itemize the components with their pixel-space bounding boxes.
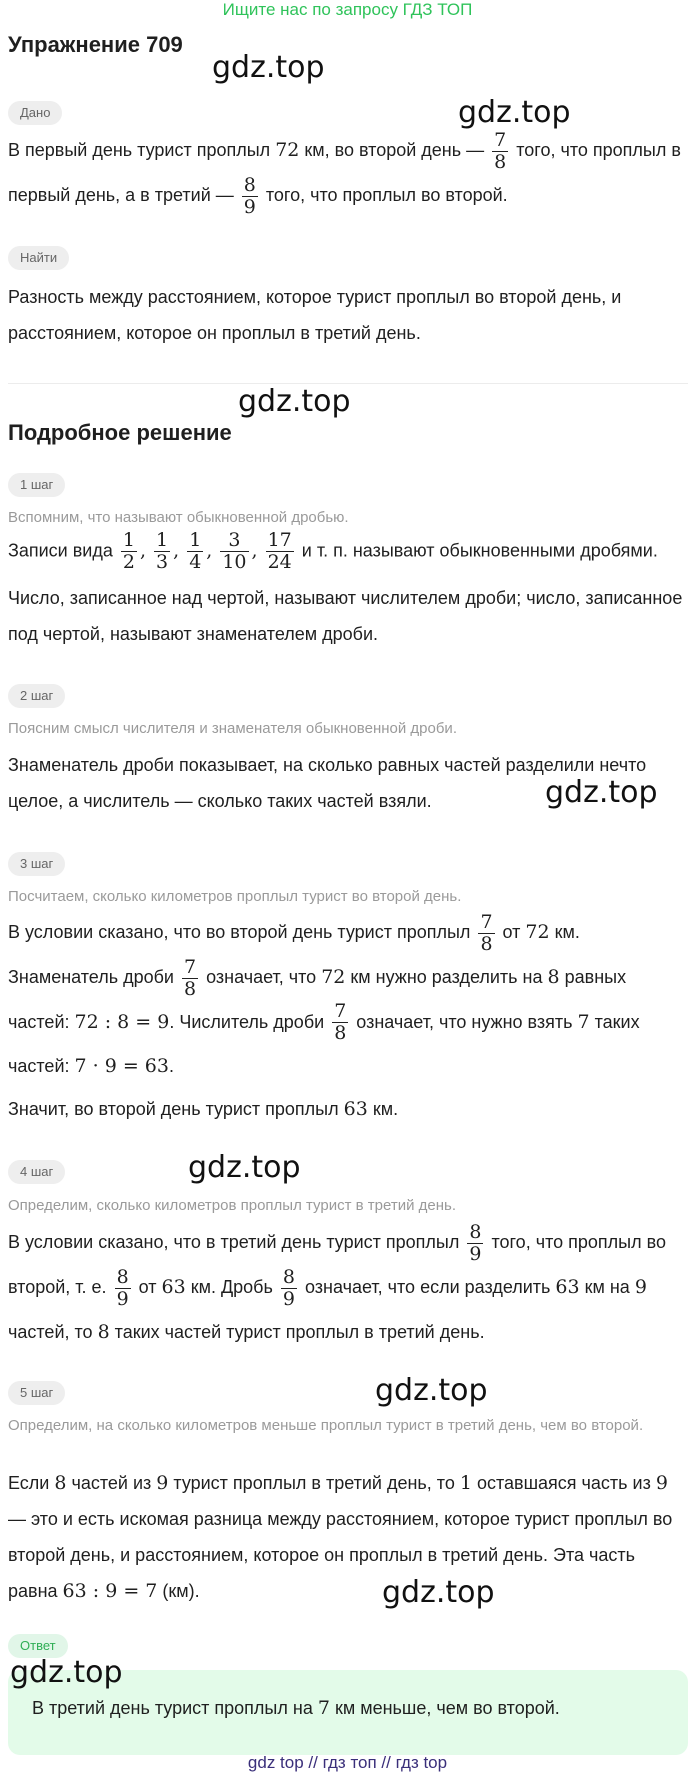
step-text: Если 8 частей из 9 турист проплыл в третий день, то 1 оставшаяся часть из 9 — это и есть искомая разница между расстоянием, которое турист проплыл во второй день, и расстоянием, которое он проплыл в третий день. Эта часть равна 63 : 9 = 7 (км). [8, 1472, 673, 1602]
watermark: gdz.top [238, 384, 351, 419]
given-text: В первый день турист проплыл 72 км, во второй день — $\frac{7}{8}$ того, что проплыл в первый день, а в третий — $\frac{8}{9}$ того, что проплыл во второй. [8, 128, 681, 218]
step-badge: 1 шаг [8, 473, 65, 497]
find-badge: Найти [8, 246, 69, 270]
answer-text: В третий день турист проплыл на 7 км меньше, чем во второй. [32, 1697, 560, 1719]
step-hint: Определим, на сколько километров меньше проплыл турист в третий день, чем во второй. [8, 1417, 644, 1434]
step-badge: 5 шаг [8, 1381, 65, 1405]
step-text: В условии сказано, что во второй день турист проплыл $\frac{7}{8}$ от 72 км. Знаменатель дроби $\frac{7}{8}$ означает, что 72 км нужно разделить на 8 равных частей: 72 : 8 = 9. Числитель дроби $\frac{7}{8}$ означает, что нужно взять 7 таких частей: 7 · 9 = 63. [8, 910, 640, 1078]
exercise-title: Упражнение 709 [8, 32, 183, 57]
step-hint: Определим, сколько километров проплыл турист в третий день. [8, 1197, 456, 1214]
watermark: gdz.top [188, 1150, 301, 1185]
footer-links[interactable]: gdz top // гдз топ // гдз top [247, 1753, 448, 1772]
watermark: gdz.top [382, 1575, 495, 1610]
step-hint: Посчитаем, сколько километров проплыл турист во второй день. [8, 888, 462, 905]
step-hint: Поясним смысл числителя и знаменателя обыкновенной дроби. [8, 720, 457, 737]
watermark: gdz.top [10, 1655, 123, 1690]
watermark: gdz.top [545, 775, 658, 810]
step-badge: 4 шаг [8, 1160, 65, 1184]
given-badge: Дано [8, 101, 62, 125]
step-hint: Вспомним, что называют обыкновенной дробью. [8, 509, 349, 526]
step-text: Значит, во второй день турист проплыл 63 км. [8, 1098, 399, 1120]
step-text: Знаменатель дроби показывает, на сколько равных частей разделили нечто целое, а числитель — сколько таких частей взяли. [8, 755, 647, 811]
fraction: $\frac{8}{9}$ [243, 173, 256, 218]
step-badge: 2 шаг [8, 684, 65, 708]
solution-title: Подробное решение [8, 420, 232, 445]
fraction: $\frac{7}{8}$ [494, 128, 507, 173]
watermark: gdz.top [375, 1373, 488, 1408]
watermark: gdz.top [212, 50, 325, 85]
answer-badge: Ответ [8, 1634, 68, 1658]
watermark: gdz.top [458, 95, 571, 130]
step-text: Число, записанное над чертой, называют числителем дроби; число, записанное под чертой, называют знаменателем дроби. [8, 588, 683, 644]
find-text: Разность между расстоянием, которое турист проплыл во второй день, и расстоянием, которое он проплыл в третий день. [8, 287, 622, 343]
step-text: В условии сказано, что в третий день турист проплыл $\frac{8}{9}$ того, что проплыл во второй, т. е. $\frac{8}{9}$ от 63 км. Дробь $\frac{8}{9}$ означает, что если разделить 63 км на 9 частей, то 8 таких частей турист проплыл в третий день. [8, 1220, 666, 1343]
step-badge: 3 шаг [8, 852, 65, 876]
step-text: Записи вида $\frac{1}{2}$ , $\frac{1}{3}$ , $\frac{1}{4}$ , $\frac{3}{10}$ , $\frac{17}{24}$ и т. п. называют обыкновенными дробями. [8, 529, 658, 573]
top-banner[interactable]: Ищите нас по запросу ГДЗ ТОП [222, 0, 473, 19]
